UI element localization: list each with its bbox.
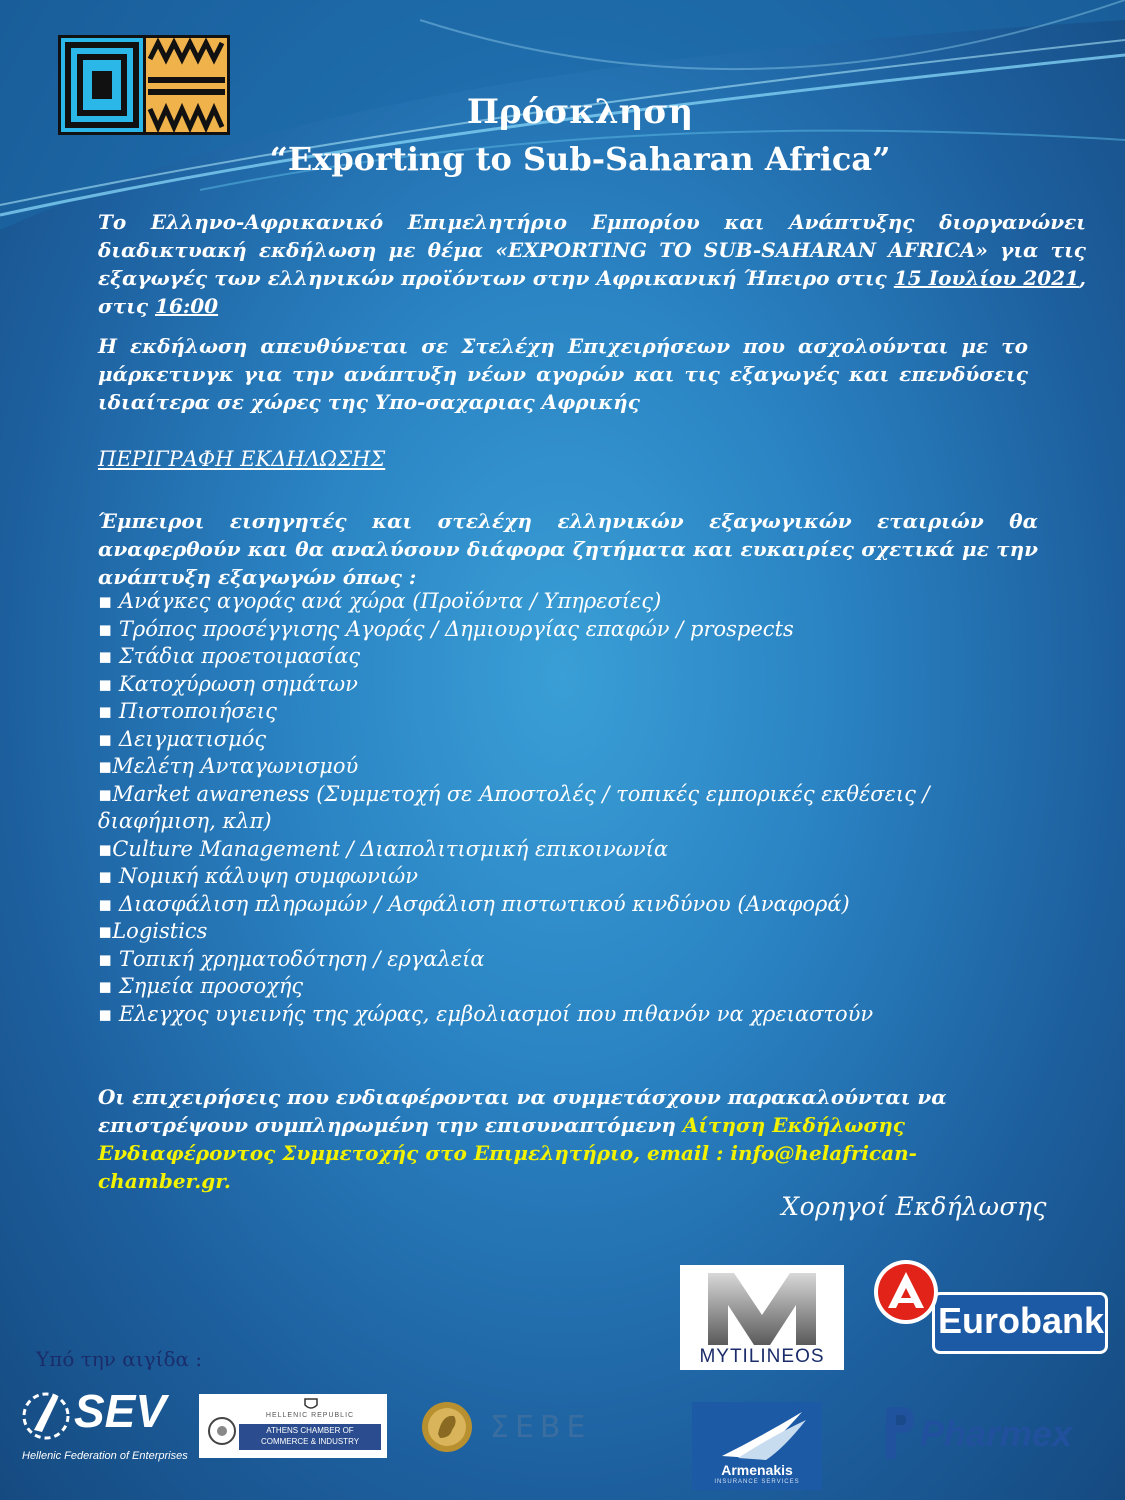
armenakis-name: Armenakis [721, 1462, 793, 1478]
mytilineos-name: MYTILINEOS [699, 1346, 825, 1367]
pharmex-symbol-icon [876, 1405, 916, 1461]
sebe-name: ΣΕΒΕ [490, 1410, 592, 1445]
audience-paragraph: Η εκδήλωση απευθύνεται σε Στελέχη Επιχειρήσεων που ασχολούνται με το μάρκετινγκ για την ανάπτυξη νέων αγορών και τις εξαγωγές και επενδύσεις ιδιαίτερα σε χώρες της Υπο-σαχαριας Αφρικής [98, 334, 1028, 414]
chamber-emblem-icon [207, 1416, 237, 1446]
list-item: ▪Μελέτη Ανταγωνισμού [98, 754, 359, 778]
invitation-title: Πρόσκληση [466, 92, 694, 132]
eurobank-symbol-icon [872, 1258, 942, 1330]
armenakis-subtitle: INSURANCE SERVICES [714, 1479, 800, 1485]
list-item: ▪Logistics [98, 919, 208, 943]
sev-symbol-icon [22, 1386, 70, 1448]
list-item: ▪ Τοπική χρηματοδότηση / εργαλεία [98, 946, 485, 971]
sev-logo [22, 1382, 188, 1466]
armenakis-symbol-icon [692, 1406, 822, 1464]
acci-line2: ATHENS CHAMBER OF [266, 1426, 354, 1435]
acci-line3: COMMERCE & INDUSTRY [260, 1437, 360, 1446]
crest-icon [303, 1397, 319, 1411]
mytilineos-logo [680, 1265, 844, 1370]
description-heading: ΠΕΡΙΓΡΑΦΗ ΕΚΔΗΛΩΣΗΣ [98, 447, 386, 471]
list-item: ▪ Στάδια προετοιμασίας [98, 644, 361, 668]
closing-paragraph [98, 1083, 1028, 1195]
list-item: ▪ Ανάγκες αγοράς ανά χώρα (Προϊόντα / Υπηρεσίες) [98, 589, 662, 613]
event-time: 16:00 [155, 294, 219, 318]
intro-text-b: , στις [98, 266, 1086, 318]
closing-text: Οι επιχειρήσεις που ενδιαφέρονται να συμμετάσχουν παρακαλούνται να επιστρέψουν συμπληρωμένη την επισυναπτόμενη [98, 1085, 947, 1137]
aegis-label: Υπό την αιγίδα : [36, 1347, 203, 1371]
list-item: ▪ Ελεγχος υγιεινής της χώρας, εμβολιασμοί που πιθανόν να χρειαστούν [98, 1001, 874, 1026]
list-item: ▪Market awareness (Συμμετοχή σε Αποστολές / τοπικές εμπορικές εκθέσεις / διαφήμιση, κλπ) [98, 781, 930, 833]
list-item: ▪ Νομική κάλυψη συμφωνιών [98, 864, 419, 888]
list-item: ▪ Δειγματισμός [98, 726, 267, 751]
event-title: “Exporting to Sub-Saharan Africa” [269, 140, 891, 178]
eurobank-logo [872, 1258, 1110, 1358]
eurobank-name: Eurobank [937, 1300, 1105, 1341]
armenakis-logo [692, 1402, 822, 1490]
description-paragraph: Έμπειροι εισηγητές και στελέχη ελληνικών εξαγωγικών εταιριών θα αναφερθούν και θα αναλύσουν διάφορα ζητήματα και ευκαιρίες σχετικά με την ανάπτυξη εξαγωγών όπως : [98, 509, 1038, 589]
list-item: ▪Culture Management / Διαπολιτισμική επικοινωνία [98, 836, 669, 861]
sebe-logo [420, 1400, 592, 1458]
list-item: ▪ Κατοχύρωση σημάτων [98, 671, 358, 696]
acci-line1: HELLENIC REPUBLIC [265, 1412, 355, 1419]
sev-name: SEV [74, 1385, 167, 1437]
topics-list [98, 588, 1038, 1028]
event-date: 15 Ιουλίου 2021 [893, 266, 1080, 290]
sebe-coin-icon [420, 1400, 474, 1454]
intro-paragraph [98, 208, 1086, 320]
list-item: ▪ Τρόπος προσέγγισης Αγοράς / Δημιουργίας επαφών / prospects [98, 616, 794, 641]
list-item: ▪ Πιστοποιήσεις [98, 699, 277, 723]
pharmex-name: Pharmex [920, 1413, 1073, 1454]
sev-subtitle: Hellenic Federation of Enterprises [22, 1450, 188, 1462]
intro-text: Το Ελληνο-Αφρικανικό Επιμελητήριο Εμπορίου και Ανάπτυξης διοργανώνει διαδικτυακή εκδήλωση με θέμα «EXPORTING TO SUB-SAHARAN AFRICA» για τις εξαγωγές των ελληνικών προϊόντων στην Αφρικανική Ήπειρο στις [98, 210, 1086, 290]
athens-chamber-logo [199, 1394, 387, 1458]
pharmex-logo [876, 1405, 1076, 1467]
sponsors-heading: Χορηγοί Εκδήλωσης [781, 1192, 1047, 1221]
list-item: ▪ Σημεία προσοχής [98, 974, 304, 998]
list-item: ▪ Διασφάλιση πληρωμών / Ασφάλιση πιστωτικού κινδύνου (Αναφορά) [98, 891, 850, 916]
application-link[interactable]: Αίτηση Εκδήλωσης Ενδιαφέροντος Συμμετοχής στο Επιμελητήριο, email : info@helafrican-chamber.gr. [98, 1113, 917, 1193]
